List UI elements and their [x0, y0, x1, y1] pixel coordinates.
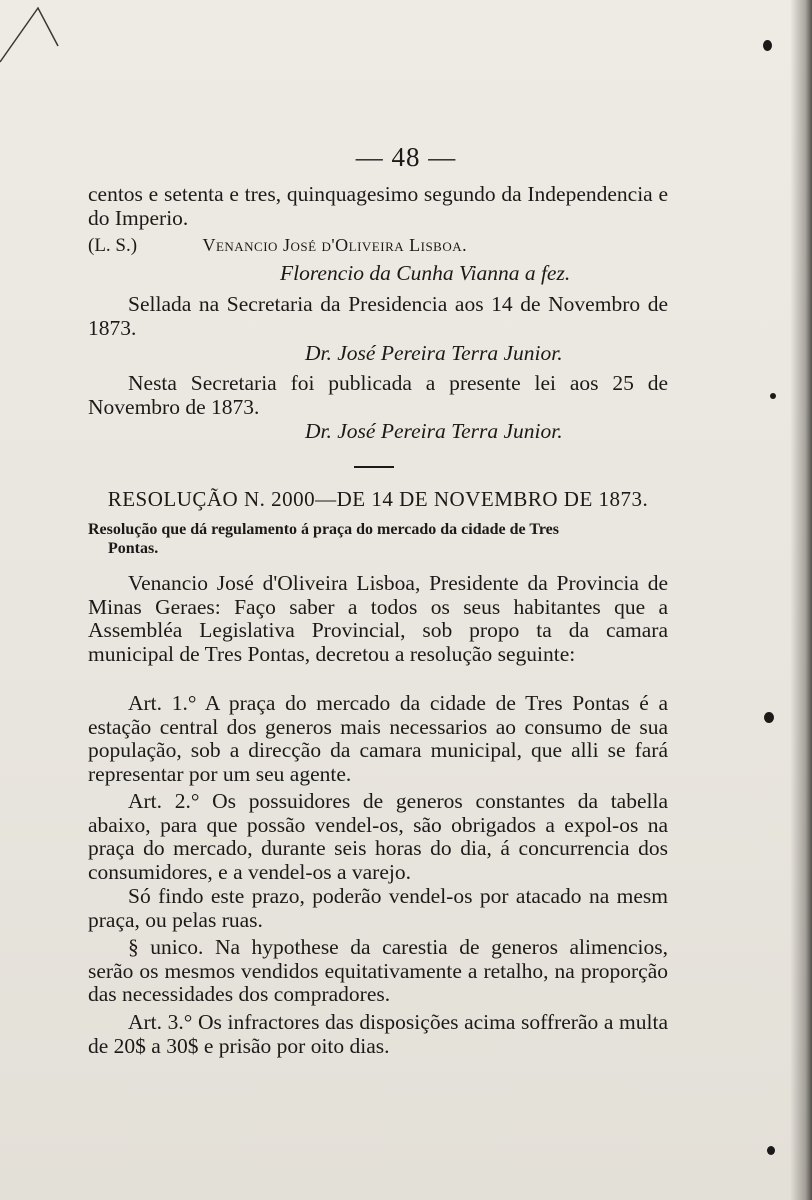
signature-line	[88, 233, 668, 258]
sealed-paragraph: Sellada na Secretaria da Presidencia aos 14 de Novembro de 1873.	[88, 292, 668, 340]
seal-mark: (L. S.)	[88, 235, 138, 256]
resolution-summary	[88, 520, 660, 558]
single-paragraph-clause: § unico. Na hypothese da carestia de generos alimencios, serão os mesmos vendidos equitativamente a retalho, na proporção das necessidades dos compradores.	[88, 935, 668, 1006]
published-paragraph: Nesta Secretaria foi publicada a presente lei aos 25 de Novembro de 1873.	[88, 371, 668, 419]
resolution-summary-line1: Resolução que dá regulamento á praça do mercado da cidade de Tres	[88, 521, 559, 538]
ink-speck	[764, 712, 774, 723]
article-1: Art. 1.° A praça do mercado da cidade de Tres Pontas é a estação central dos generos mais necessarios ao consumo de sua população, sob a direcção da camara municipal, que alli se fará representar por um seu agente.	[88, 691, 668, 786]
article-2-continued: Só findo este prazo, poderão vendel-os por atacado na mesm praça, ou pelas ruas.	[88, 884, 668, 932]
section-divider	[354, 466, 394, 468]
signer-2: Dr. José Pereira Terra Junior.	[305, 419, 563, 443]
signatory-name: Venancio José d'Oliveira Lisboa.	[202, 235, 468, 255]
ink-speck	[767, 1146, 775, 1155]
binding-shadow	[790, 0, 812, 1200]
ink-speck	[763, 40, 772, 51]
resolution-title: RESOLUÇÃO N. 2000—DE 14 DE NOVEMBRO DE 1873.	[107, 487, 649, 511]
article-2: Art. 2.° Os possuidores de generos constantes da tabella abaixo, para que possão vendel-os, são obrigados a expol-os na praça do mercado, durante seis horas do dia, á concurrencia dos consumidores, e a vendel-os a varejo.	[88, 789, 668, 884]
article-3: Art. 3.° Os infractores das disposições acima soffrerão a multa de 20$ a 30$ e prisão por oito dias.	[88, 1010, 668, 1058]
page-number: — 48 —	[355, 142, 457, 172]
ink-speck	[770, 393, 776, 399]
resolution-summary-line2: Pontas.	[108, 540, 159, 557]
preamble-paragraph: Venancio José d'Oliveira Lisboa, Presidente da Provincia de Minas Geraes: Faço saber a todos os seus habitantes que a Assembléa Legislativa Provincial, sob propo ta da camara municipal de Tres Pontas, decretou a resolução seguinte:	[88, 571, 668, 666]
torn-corner-mark	[0, 0, 80, 80]
intro-paragraph: centos e setenta e tres, quinquagesimo segundo da Independencia e do Imperio.	[88, 182, 668, 230]
clerk-line: Florencio da Cunha Vianna a fez.	[280, 261, 571, 285]
signer-1: Dr. José Pereira Terra Junior.	[305, 341, 563, 365]
